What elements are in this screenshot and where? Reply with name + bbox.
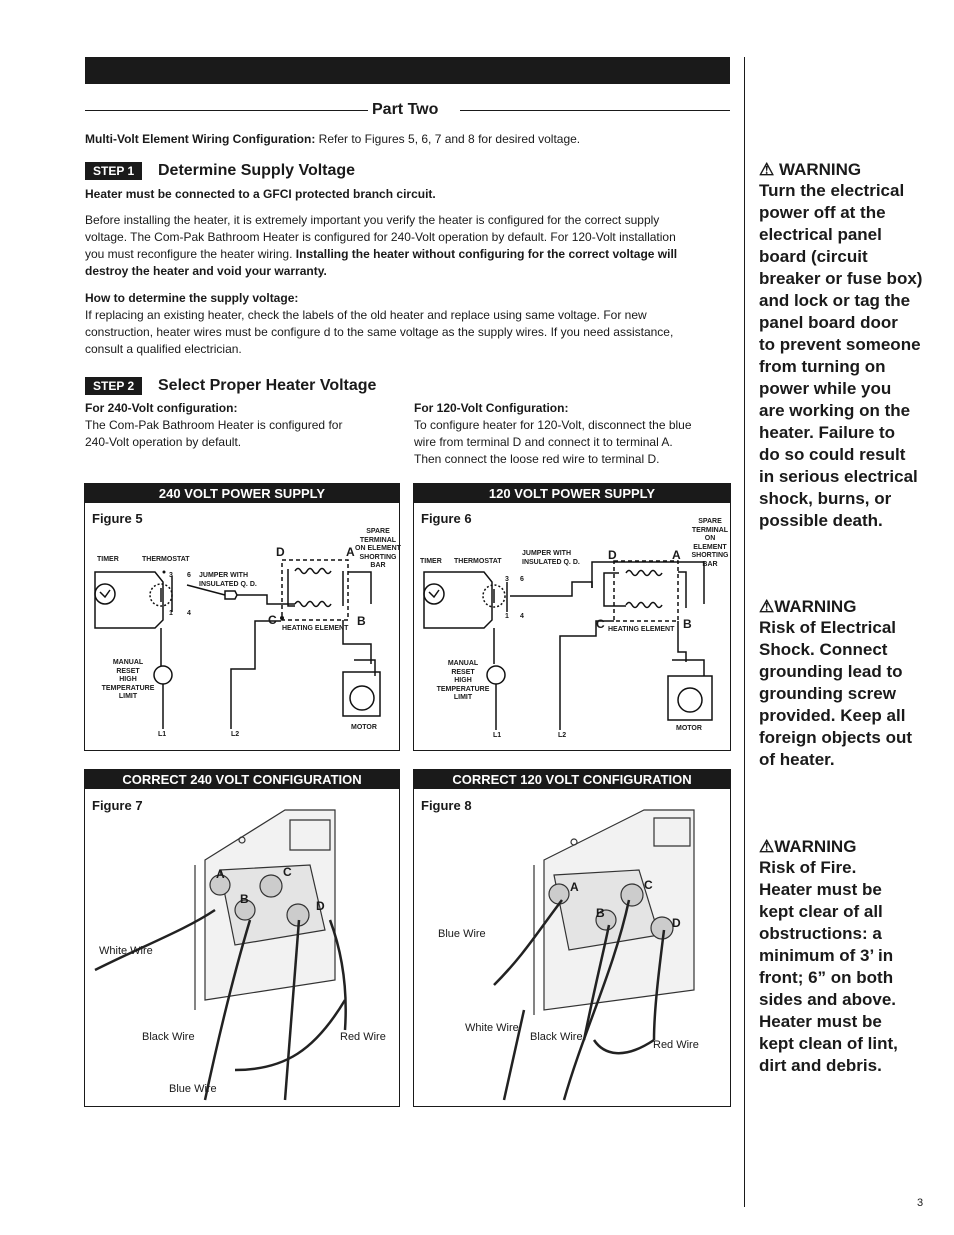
jumper-qd [225, 591, 237, 599]
terminal-a-label: A [570, 880, 579, 894]
figure5-panel [84, 483, 400, 751]
figure7-header: CORRECT 240 VOLT CONFIGURATION [85, 770, 399, 789]
warning-line: power off at the [759, 203, 886, 222]
black-wire-label: Black Wire [142, 1031, 195, 1043]
spare-line: SPARE [366, 528, 390, 535]
blue-wire-label: Blue Wire [169, 1083, 217, 1095]
jumper-wire [592, 562, 704, 604]
terminal-a-label: A [346, 545, 355, 559]
intro-rest: Refer to Figures 5, 6, 7 and 8 for desired voltage. [315, 132, 581, 146]
warning-triangle-icon: ⚠ [759, 160, 775, 179]
terminal-c-label: C [268, 613, 277, 627]
config-240-title: For 240-Volt configuration: [85, 401, 238, 415]
warning-body [759, 180, 949, 532]
figure8-label: Figure 8 [421, 798, 472, 813]
jumper-line: INSULATED Q. D. [522, 558, 580, 566]
terminal-d [651, 917, 673, 939]
warning-line: Heater must be [759, 1012, 882, 1031]
warning-block-shock [759, 597, 949, 771]
motor-label: MOTOR [351, 724, 377, 731]
how-line: consult a qualified electrician. [85, 342, 242, 356]
step1-badge: STEP 1 [85, 162, 142, 180]
l1-label: L1 [158, 731, 167, 738]
warning-line: obstructions: a [759, 924, 882, 943]
warning-triangle-icon: ⚠ [759, 837, 775, 856]
terminal-d-label: D [608, 548, 617, 562]
warning-line: do so could result [759, 445, 906, 464]
terminal-b-label: B [357, 614, 366, 628]
limit-line: RESET [451, 668, 475, 676]
element-link-right [678, 572, 686, 608]
spare-line: BAR [370, 562, 386, 569]
para-bold: Installing the heater without configuring for the correct voltage will [295, 247, 678, 261]
jumper-label [199, 572, 257, 589]
warning-body [759, 617, 949, 771]
terminal-c [260, 875, 282, 897]
figure8-panel [413, 769, 731, 1107]
config-line: wire from terminal D and connect it to terminal A. [414, 435, 673, 449]
terminal-b-label: B [240, 892, 249, 906]
how-line: construction, heater wires must be configure d to the same voltage as the supply wires. If you need assistance, [85, 325, 674, 339]
warning-line: heater. Failure to [759, 423, 896, 442]
mount-screw [571, 839, 577, 845]
figure7-terminal-photo [85, 770, 399, 1106]
timer-label: TIMER [97, 556, 119, 563]
warning-title [759, 597, 949, 617]
spare-line: ON [704, 535, 716, 542]
para-line [85, 246, 735, 263]
spare-line: TERMINAL [359, 536, 397, 544]
column-divider [744, 57, 745, 1207]
header-bar [85, 57, 730, 84]
warning-line: board (circuit [759, 247, 868, 266]
limit-line: TEMPERATURE [436, 685, 490, 693]
jumper-lead [237, 595, 295, 604]
limit-line: HIGH [119, 676, 137, 683]
warning-title-text: WARNING [778, 160, 862, 179]
limit-line: HIGH [454, 677, 472, 684]
gfci-note: Heater must be connected to a GFCI protected branch circuit. [85, 187, 436, 201]
blue-wire-label: Blue Wire [438, 928, 486, 940]
warning-line: to prevent someone [759, 335, 921, 354]
spare-line: ON ELEMENT [355, 545, 401, 552]
spare-line: BAR [702, 560, 718, 568]
step2-title: Select Proper Heater Voltage [158, 377, 377, 394]
terminal-4: 4 [520, 613, 524, 620]
spare-line: ELEMENT [693, 543, 727, 551]
white-wire-label: White Wire [465, 1022, 519, 1034]
motor-box [668, 676, 712, 720]
black-wire-label: Black Wire [530, 1031, 583, 1043]
warning-line: of heater. [759, 750, 835, 769]
spare-terminal-label [690, 518, 730, 569]
figure5-wiring-diagram [85, 484, 399, 750]
warning-title-text: WARNING [774, 837, 857, 856]
spare-line: SHORTING [691, 552, 729, 559]
figure7-panel [84, 769, 400, 1107]
terminal-6: 6 [187, 572, 191, 579]
terminal-4: 4 [187, 610, 191, 617]
warning-body [759, 857, 949, 1077]
warning-line: shock, burns, or [759, 489, 892, 508]
terminal-a [549, 884, 569, 904]
warning-line: Turn the electrical [759, 181, 905, 200]
section-title: Part Two [372, 101, 439, 118]
limit-line: TEMPERATURE [101, 684, 155, 692]
spare-line: TERMINAL [691, 526, 729, 534]
spare-lead [348, 572, 371, 604]
heating-element-label: HEATING ELEMENT [608, 626, 675, 633]
terminal-d-label: D [672, 916, 681, 930]
warning-title-text: WARNING [774, 597, 857, 616]
title-rule-left [85, 110, 368, 111]
terminal-c-label: C [596, 617, 605, 631]
warning-title [759, 837, 949, 857]
terminal-a-label: A [672, 548, 681, 562]
intro-lead: Multi-Volt Element Wiring Configuration: [85, 132, 316, 146]
config-240-text [85, 400, 405, 451]
config-line: 240-Volt operation by default. [85, 435, 242, 449]
terminal-c-label: C [644, 878, 653, 892]
terminal-3: 3 [505, 576, 509, 583]
warning-line: minimum of 3’ in [759, 946, 894, 965]
terminal-a-label: A [216, 867, 225, 881]
warning-line: kept clear of all [759, 902, 883, 921]
limit-line: RESET [116, 667, 140, 675]
motor-lead [672, 660, 704, 676]
spare-line: SHORTING [359, 553, 397, 561]
red-wire-label: Red Wire [340, 1031, 386, 1043]
step1-paragraph [85, 212, 735, 280]
warning-line: dirt and debris. [759, 1056, 882, 1075]
terminal-d-label: D [276, 545, 285, 559]
figure5-label: Figure 5 [92, 511, 143, 526]
limit-line: MANUAL [447, 660, 479, 667]
white-wire [95, 910, 215, 970]
warning-line: electrical panel [759, 225, 882, 244]
jumper-line: INSULATED Q. D. [199, 580, 257, 588]
figure5-header: 240 VOLT POWER SUPPLY [85, 484, 399, 503]
warning-line: grounding lead to [759, 662, 903, 681]
warning-line: provided. Keep all [759, 706, 906, 725]
motor-lead [354, 660, 375, 676]
motor-symbol [350, 686, 374, 710]
para-line: Before installing the heater, it is extremely important you verify the heater is configured for the correct supply [85, 213, 660, 227]
config-120-title: For 120-Volt Configuration: [414, 401, 569, 415]
warning-line: power while you [759, 379, 892, 398]
element-coil-top [626, 571, 662, 576]
figure7-label: Figure 7 [92, 798, 143, 813]
thermostat-label: THERMOSTAT [142, 556, 190, 563]
figure6-panel [413, 483, 731, 751]
white-wire-label: White Wire [99, 945, 153, 957]
element-frame [614, 561, 678, 621]
warning-block-fire [759, 837, 949, 1077]
element-link-left [288, 569, 295, 606]
warning-line: from turning on [759, 357, 886, 376]
warning-line: are working on the [759, 401, 911, 420]
config-line: To configure heater for 120-Volt, disconnect the blue [414, 418, 692, 432]
limit-line: LIMIT [453, 694, 473, 701]
warning-line: Heater must be [759, 880, 882, 899]
terminal-c-label: C [283, 865, 292, 879]
control-housing [95, 572, 163, 628]
timer-symbol [424, 584, 444, 604]
limit-line: MANUAL [112, 659, 144, 666]
how-line: If replacing an existing heater, check the labels of the old heater and replace using same voltage. For new [85, 308, 647, 322]
timer-label: TIMER [420, 558, 442, 565]
spare-terminal-label [355, 528, 401, 571]
warning-line: front; 6” on both [759, 968, 894, 987]
figure6-header: 120 VOLT POWER SUPPLY [414, 484, 730, 503]
element-frame [282, 560, 348, 620]
element-coil-bottom [295, 602, 331, 607]
heating-element-label: HEATING ELEMENT [282, 625, 349, 632]
terminal-d-label: D [316, 899, 325, 913]
warning-line: sides and above. [759, 990, 896, 1009]
element-coil-top [295, 569, 331, 574]
timer-hand [100, 590, 110, 597]
terminal-b-label: B [596, 906, 605, 920]
step1-title: Determine Supply Voltage [158, 162, 356, 179]
title-rule-right [460, 110, 730, 111]
warning-line: Risk of Electrical [759, 618, 897, 637]
how-to-block [85, 290, 735, 358]
control-housing [424, 572, 492, 628]
warning-line: Shock. Connect [759, 640, 888, 659]
warning-line: kept clean of lint, [759, 1034, 898, 1053]
terminal-c [621, 884, 643, 906]
config-line: Then connect the loose red wire to terminal D. [414, 452, 660, 466]
warning-line: possible death. [759, 511, 883, 530]
wire-l2 [231, 621, 281, 729]
timer-hand [429, 590, 439, 597]
para-line: voltage. The Com-Pak Bathroom Heater is configured for 240-Volt operation by default. For 120-Volt installation [85, 230, 676, 244]
motor-label: MOTOR [676, 725, 702, 732]
para-line: destroy the heater and void your warranty. [85, 264, 327, 278]
limit-label [432, 660, 494, 703]
l2-label: L2 [558, 732, 567, 739]
l1-label: L1 [493, 732, 502, 739]
warning-block-power [759, 160, 949, 532]
terminal-1: 1 [505, 613, 509, 620]
how-title: How to determine the supply voltage: [85, 291, 299, 305]
warning-title [759, 160, 949, 180]
step2-badge: STEP 2 [85, 377, 142, 395]
spare-line: SPARE [698, 518, 722, 525]
element-link-left [604, 573, 626, 606]
warning-line: Risk of Fire. [759, 858, 857, 877]
timer-symbol [95, 584, 115, 604]
element-coil-bottom [626, 603, 662, 608]
terminal-1: 1 [169, 610, 173, 617]
intro-line [85, 131, 580, 148]
figure6-label: Figure 6 [421, 511, 472, 526]
warning-line: in serious electrical [759, 467, 918, 486]
config-120-text [414, 400, 734, 468]
thermostat-label: THERMOSTAT [454, 558, 502, 565]
red-wire [594, 1040, 654, 1053]
warning-triangle-icon: ⚠ [759, 597, 775, 616]
warning-line: and lock or tag the [759, 291, 911, 310]
l2-label: L2 [231, 731, 240, 738]
page-number: 3 [917, 1197, 924, 1209]
limit-label [97, 659, 159, 702]
motor-symbol [678, 688, 702, 712]
jumper-line: JUMPER WITH [199, 572, 248, 579]
warning-line: breaker or fuse box) [759, 269, 923, 288]
warning-line: foreign objects out [759, 728, 912, 747]
terminal-6: 6 [520, 576, 524, 583]
jumper-label [522, 550, 580, 567]
config-line: The Com-Pak Bathroom Heater is configured for [85, 418, 343, 432]
warning-line: grounding screw [759, 684, 896, 703]
jumper-line: JUMPER WITH [522, 550, 571, 557]
figure8-header: CORRECT 120 VOLT CONFIGURATION [414, 770, 730, 789]
terminal-b-label: B [683, 617, 692, 631]
wire-l2 [560, 621, 614, 730]
limit-line: LIMIT [118, 693, 138, 700]
para-plain: you must reconfigure the heater wiring. [85, 247, 296, 261]
terminal-3: 3 [169, 572, 173, 579]
red-wire-label: Red Wire [653, 1039, 699, 1051]
warning-line: panel board door [759, 313, 898, 332]
